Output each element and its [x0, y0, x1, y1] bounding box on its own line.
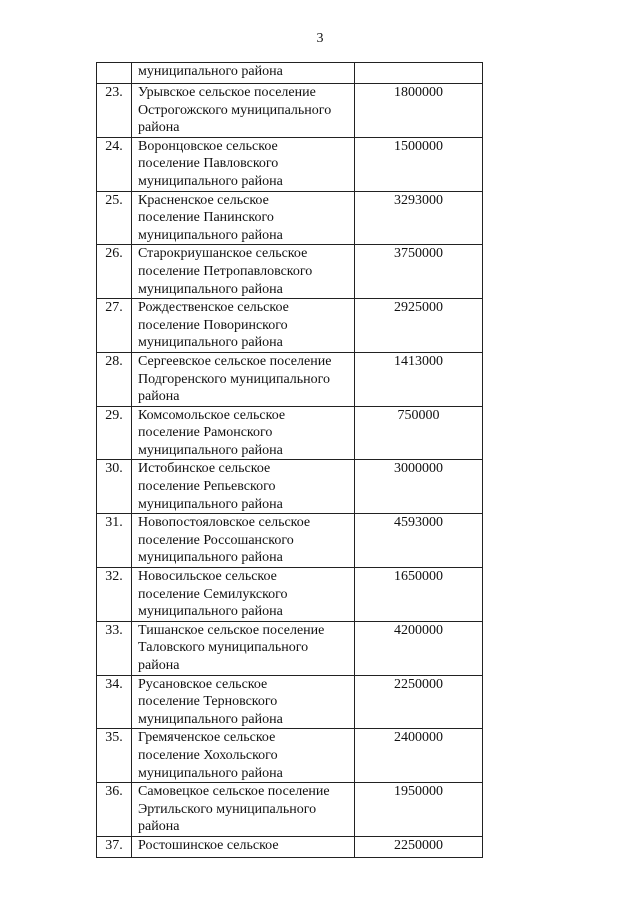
settlement-name-cell: Сергеевское сельское поселение Подгоренского муниципального района	[132, 352, 355, 406]
amount-cell: 2925000	[355, 299, 483, 353]
amount-cell: 2250000	[355, 675, 483, 729]
amount-cell	[355, 63, 483, 84]
table-row-last	[97, 836, 483, 857]
row-number-cell: 23.	[97, 84, 132, 138]
table-row	[97, 299, 483, 353]
settlement-name-cell: Новопостояловское сельское поселение Россошанского муниципального района	[132, 514, 355, 568]
settlement-name-cell: Рождественское сельское поселение Поворинского муниципального района	[132, 299, 355, 353]
row-number-cell: 27.	[97, 299, 132, 353]
row-number-cell: 24.	[97, 137, 132, 191]
table-row	[97, 621, 483, 675]
row-number-cell: 25.	[97, 191, 132, 245]
settlement-name-cell: Воронцовское сельское поселение Павловского муниципального района	[132, 137, 355, 191]
amount-cell: 1413000	[355, 352, 483, 406]
row-number-cell: 33.	[97, 621, 132, 675]
row-number-cell: 30.	[97, 460, 132, 514]
row-number-cell: 34.	[97, 675, 132, 729]
row-number-cell: 31.	[97, 514, 132, 568]
settlement-name-cell: Ростошинское сельское	[132, 836, 355, 857]
row-number-cell: 36.	[97, 783, 132, 837]
amount-cell: 1950000	[355, 783, 483, 837]
settlement-name-cell: Истобинское сельское поселение Репьевского муниципального района	[132, 460, 355, 514]
table-row	[97, 191, 483, 245]
settlement-name-cell: Тишанское сельское поселение Таловского муниципального района	[132, 621, 355, 675]
row-number-cell: 28.	[97, 352, 132, 406]
settlement-name-cell: муниципального района	[132, 63, 355, 84]
table-row	[97, 460, 483, 514]
table-row	[97, 406, 483, 460]
table-row	[97, 137, 483, 191]
row-number-cell: 26.	[97, 245, 132, 299]
table-row	[97, 245, 483, 299]
amount-cell: 1500000	[355, 137, 483, 191]
table-row	[97, 84, 483, 138]
settlement-name-cell: Старокриушанское сельское поселение Петропавловского муниципального района	[132, 245, 355, 299]
table-row	[97, 514, 483, 568]
amount-cell: 1650000	[355, 568, 483, 622]
amount-cell: 4200000	[355, 621, 483, 675]
table-row	[97, 568, 483, 622]
row-number-cell: 35.	[97, 729, 132, 783]
table-row-continuation	[97, 63, 483, 84]
settlement-name-cell: Самовецкое сельское поселение Эртильского муниципального района	[132, 783, 355, 837]
amount-cell: 2400000	[355, 729, 483, 783]
allocation-table-body	[97, 63, 483, 858]
table-row	[97, 675, 483, 729]
amount-cell: 3293000	[355, 191, 483, 245]
table-row	[97, 352, 483, 406]
settlement-name-cell: Комсомольское сельское поселение Рамонского муниципального района	[132, 406, 355, 460]
amount-cell: 3000000	[355, 460, 483, 514]
amount-cell: 750000	[355, 406, 483, 460]
amount-cell: 4593000	[355, 514, 483, 568]
amount-cell: 3750000	[355, 245, 483, 299]
settlement-name-cell: Русановское сельское поселение Терновского муниципального района	[132, 675, 355, 729]
settlement-name-cell: Новосильское сельское поселение Семилукского муниципального района	[132, 568, 355, 622]
amount-cell: 1800000	[355, 84, 483, 138]
page-number: 3	[316, 31, 324, 46]
row-number-cell: 37.	[97, 836, 132, 857]
settlement-name-cell: Красненское сельское поселение Панинского муниципального района	[132, 191, 355, 245]
table-row	[97, 783, 483, 837]
settlement-name-cell: Урывское сельское поселение Острогожского муниципального района	[132, 84, 355, 138]
row-number-cell	[97, 63, 132, 84]
table-row	[97, 729, 483, 783]
row-number-cell: 32.	[97, 568, 132, 622]
allocation-table	[96, 62, 483, 858]
row-number-cell: 29.	[97, 406, 132, 460]
settlement-name-cell: Гремяченское сельское поселение Хохольского муниципального района	[132, 729, 355, 783]
amount-cell: 2250000	[355, 836, 483, 857]
